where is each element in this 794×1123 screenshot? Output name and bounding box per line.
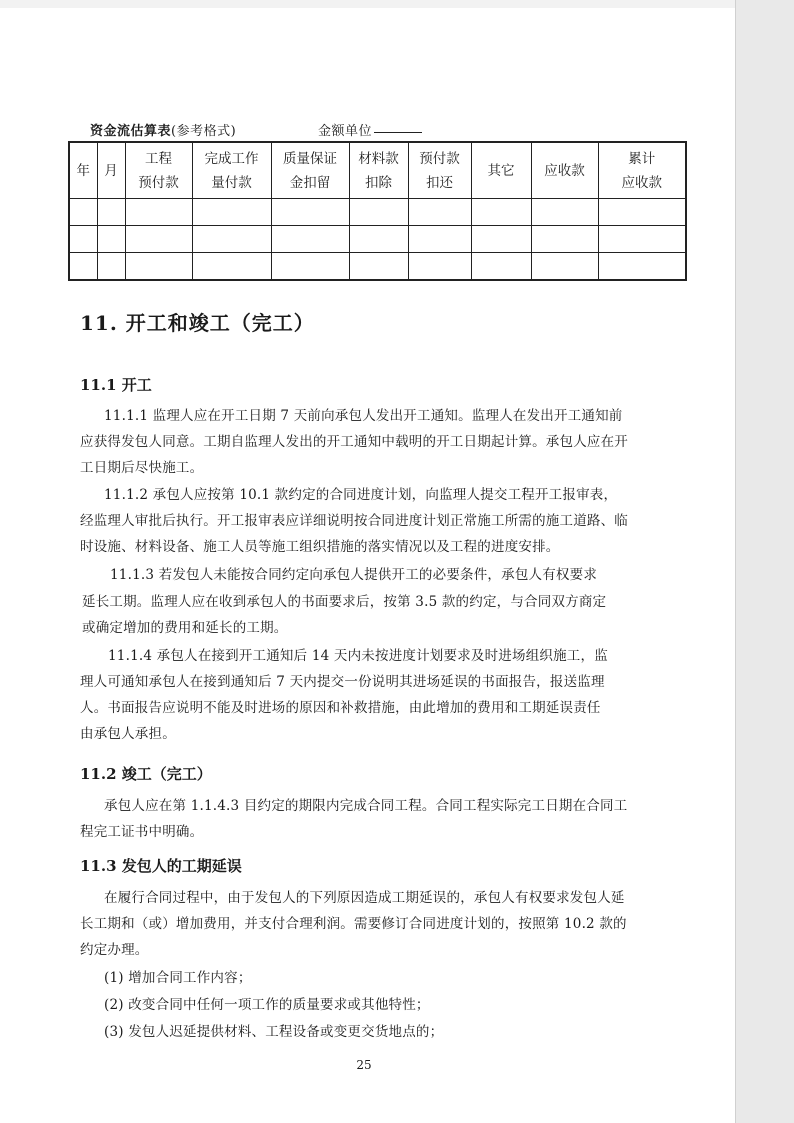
paragraph-line: 应获得发包人同意。工期自监理人发出的开工通知中载明的开工日期起计算。承包人应在开 xyxy=(80,434,628,450)
table-cell xyxy=(531,253,598,281)
table-header-cell xyxy=(598,142,686,199)
table-cell xyxy=(271,253,349,281)
table-header-cell xyxy=(69,142,97,199)
table-header-text: 扣还 xyxy=(426,174,453,191)
table-cell xyxy=(125,199,192,226)
paragraph-line: 11.1.3 若发包人未能按合同约定向承包人提供开工的必要条件，承包人有权要求 xyxy=(110,567,598,583)
table-header-text: 年 xyxy=(76,162,90,179)
table-header-text: 预付款 xyxy=(419,150,460,167)
table-cell xyxy=(69,199,97,226)
table-cell xyxy=(192,226,271,253)
table-cell xyxy=(97,226,125,253)
table-cell xyxy=(471,226,531,253)
table-cell xyxy=(271,226,349,253)
table-header-text: 金扣留 xyxy=(289,174,331,191)
table-caption xyxy=(90,120,373,139)
paragraph-line: 长工期和（或）增加费用，并支付合理利润。需要修订合同进度计划的，按照第 10.2 款的 xyxy=(80,916,627,932)
table-header-cell xyxy=(192,142,271,199)
table-cell xyxy=(69,253,97,281)
table-header-text: 完成工作 xyxy=(204,150,259,167)
fund-flow-table xyxy=(68,141,687,281)
table-header-text: 工程 xyxy=(145,150,172,167)
amount-unit-blank xyxy=(374,132,422,133)
table-cell xyxy=(408,253,471,281)
table-header-text: 预付款 xyxy=(138,174,179,191)
table-header-text: 月 xyxy=(104,162,118,179)
paragraph-line: 时设施、材料设备、施工人员等施工组织措施的落实情况以及工程的进度安排。 xyxy=(80,539,560,555)
table-cell xyxy=(271,199,349,226)
table-header-text: 扣除 xyxy=(365,174,392,191)
table-cell xyxy=(97,199,125,226)
table-cell xyxy=(69,226,97,253)
table-header-text: 应收款 xyxy=(621,174,662,191)
section-heading-11-1: 11.1 开工 xyxy=(80,376,152,394)
table-header-cell xyxy=(125,142,192,199)
table-header-text: 其它 xyxy=(487,162,515,179)
page-number: 25 xyxy=(356,1058,372,1072)
paragraph-line: 延长工期。监理人应在收到承包人的书面要求后，按第 3.5 款的约定，与合同双方商定 xyxy=(82,594,607,610)
table-cell xyxy=(471,253,531,281)
table-cell xyxy=(349,226,408,253)
table-header-cell xyxy=(271,142,349,199)
paragraph-line: 或确定增加的费用和延长的工期。 xyxy=(82,620,288,636)
table-header-cell xyxy=(531,142,598,199)
table-row xyxy=(69,253,686,281)
paragraph-line: 11.1.2 承包人应按第 10.1 款约定的合同进度计划，向监理人提交工程开工报审表， xyxy=(104,487,618,503)
table-cell xyxy=(97,253,125,281)
table-header-text: 应收款 xyxy=(544,162,585,179)
paragraph-line: 在履行合同过程中，由于发包人的下列原因造成工期延误的，承包人有权要求发包人延 xyxy=(104,890,625,906)
table-header-row xyxy=(69,142,686,199)
table-header-text: 质量保证 xyxy=(283,150,337,167)
section-heading-11-3: 11.3 发包人的工期延误 xyxy=(80,857,242,875)
table-cell xyxy=(192,253,271,281)
table-cell xyxy=(531,199,598,226)
scan-right-margin xyxy=(736,0,794,1123)
table-title-note: (参考格式) xyxy=(171,124,237,139)
paragraph-line: 11.1.4 承包人在接到开工通知后 14 天内未按进度计划要求及时进场组织施工，监 xyxy=(108,648,608,664)
table-header-text: 累计 xyxy=(628,150,656,167)
list-item: (1) 增加合同工作内容； xyxy=(104,970,252,986)
paragraph-line: 程完工证书中明确。 xyxy=(80,824,204,840)
table-cell xyxy=(598,199,686,226)
table-cell xyxy=(125,226,192,253)
table-header-text: 材料款 xyxy=(358,150,399,167)
table-cell xyxy=(349,253,408,281)
table-header-cell xyxy=(408,142,471,199)
table-cell xyxy=(408,226,471,253)
paragraph-line: 由承包人承担。 xyxy=(80,726,176,742)
amount-unit-label: 金额单位 xyxy=(318,124,373,139)
paragraph-line: 工日期后尽快施工。 xyxy=(80,460,204,476)
table-row xyxy=(69,199,686,226)
table-cell xyxy=(192,199,271,226)
paragraph-line: 约定办理。 xyxy=(80,942,149,958)
table-header-text: 量付款 xyxy=(211,174,252,191)
table-cell xyxy=(125,253,192,281)
paragraph-line: 人。书面报告应说明不能及时进场的原因和补救措施，由此增加的费用和工期延误责任 xyxy=(80,700,601,716)
table-header-cell xyxy=(97,142,125,199)
amount-unit xyxy=(318,120,422,139)
paragraph-line: 经监理人审批后执行。开工报审表应详细说明按合同进度计划正常施工所需的施工道路、临 xyxy=(80,513,628,529)
table-header-cell xyxy=(349,142,408,199)
paragraph-line: 11.1.1 监理人应在开工日期 7 天前向承包人发出开工通知。监理人在发出开工通知前 xyxy=(104,408,623,424)
list-item: (2) 改变合同中任何一项工作的质量要求或其他特性； xyxy=(104,997,430,1013)
list-item: (3) 发包人迟延提供材料、工程设备或变更交货地点的； xyxy=(104,1024,444,1040)
table-title: 资金流估算表 xyxy=(90,124,172,139)
table-header-cell xyxy=(471,142,531,199)
table-cell xyxy=(598,226,686,253)
paragraph-line: 承包人应在第 1.1.4.3 目约定的期限内完成合同工程。合同工程实际完工日期在合同工 xyxy=(104,798,628,814)
chapter-title: 11. 开工和竣工（完工） xyxy=(80,311,315,335)
paragraph-line: 理人可通知承包人在接到通知后 7 天内提交一份说明其进场延误的书面报告，报送监理 xyxy=(80,674,605,690)
table-cell xyxy=(531,226,598,253)
table-row xyxy=(69,226,686,253)
table-cell xyxy=(471,199,531,226)
table-cell xyxy=(408,199,471,226)
table-cell xyxy=(349,199,408,226)
table-cell xyxy=(598,253,686,281)
section-heading-11-2: 11.2 竣工（完工） xyxy=(80,765,212,783)
